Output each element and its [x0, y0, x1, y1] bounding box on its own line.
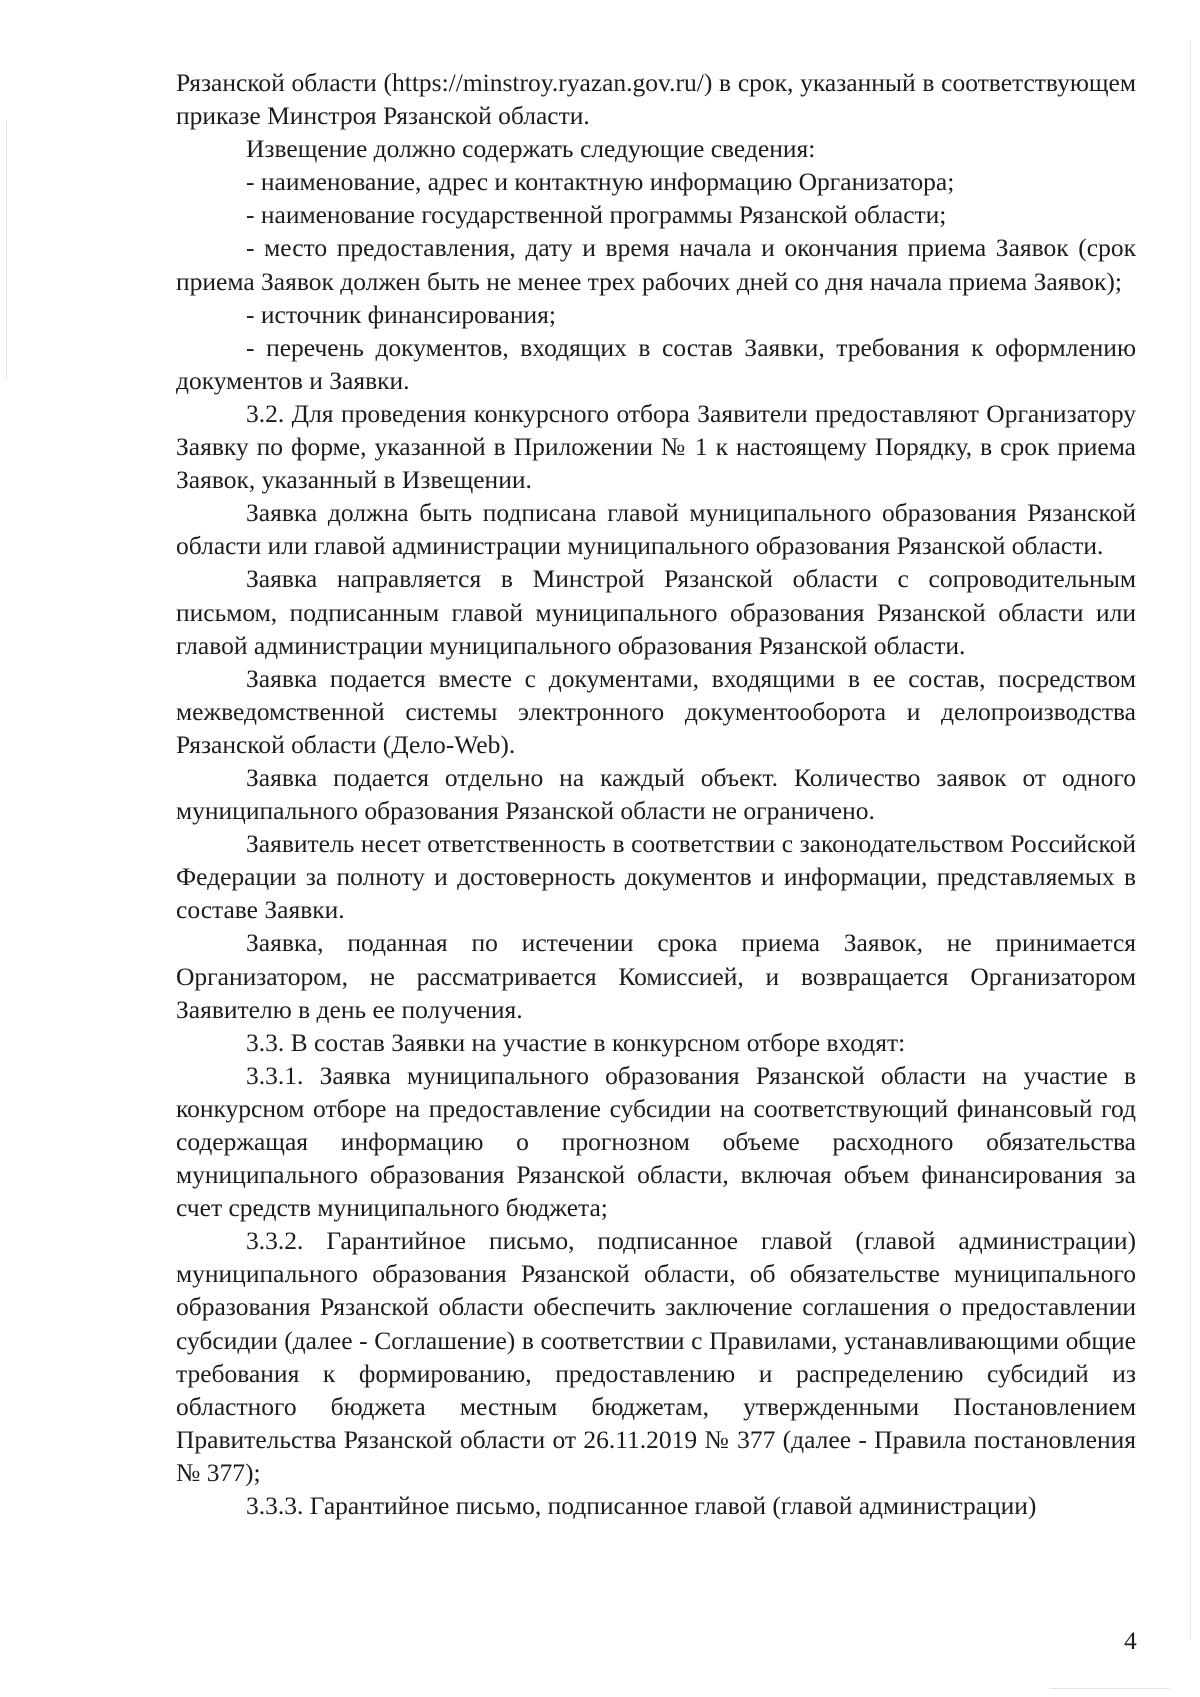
- paragraph-5: - место предоставления, дату и время начала и окончания приема Заявок (срок приема Заявок должен быть не менее трех рабочих дней со дня начала приема Заявок);: [176, 233, 1136, 296]
- paragraph-13: Заявитель несет ответственность в соответствии с законодательством Российской Федерации за полноту и достоверность документов и информации, представляемых в составе Заявки.: [176, 829, 1136, 925]
- scan-artifact-right: [1190, 40, 1191, 1640]
- page-number: 4: [1124, 1626, 1137, 1655]
- paragraph-10: Заявка направляется в Минстрой Рязанской области с сопроводительным письмом, подписанным главой муниципального образования Рязанской области или главой администрации муниципального образования Рязанской области.: [176, 564, 1136, 660]
- paragraph-8: 3.2. Для проведения конкурсного отбора Заявители предоставляют Организатору Заявку по форме, указанной в Приложении № 1 к настоящему Порядку, в срок приема Заявок, указанный в Извещении.: [176, 398, 1136, 495]
- paragraph-12: Заявка подается отдельно на каждый объект. Количество заявок от одного муниципального образования Рязанской области не ограничено.: [176, 762, 1136, 826]
- paragraph-18: 3.3.3. Гарантийное письмо, подписанное главой (главой администрации): [246, 1491, 1037, 1521]
- paragraph-9: Заявка должна быть подписана главой муниципального образования Рязанской области или главой администрации муниципального образования Рязанской области.: [176, 498, 1136, 561]
- paragraph-7: - перечень документов, входящих в состав Заявки, требования к оформлению документов и Заявки.: [176, 332, 1136, 395]
- paragraph-11: Заявка подается вместе с документами, входящими в ее состав, посредством межведомственной системы электронного документооборота и делопроизводства Рязанской области (Дело-Web).: [176, 663, 1136, 759]
- scan-artifact-bottom: [1050, 1688, 1170, 1689]
- paragraph-2: Извещение должно содержать следующие сведения:: [246, 134, 816, 164]
- paragraph-16: 3.3.1. Заявка муниципального образования Рязанской области на участие в конкурсном отборе на предоставление субсидии на соответствующий финансовый год содержащая информацию о прогнозном объеме расходного обязательства муниципального образования Рязанской области, включая объем финансирования за счет средств муниципального бюджета;: [176, 1060, 1136, 1223]
- paragraph-15: 3.3. В состав Заявки на участие в конкурсном отборе входят:: [246, 1027, 906, 1057]
- paragraph-4: - наименование государственной программы Рязанской области;: [246, 200, 947, 230]
- paragraph-14: Заявка, поданная по истечении срока приема Заявок, не принимается Организатором, не рассматривается Комиссией, и возвращается Организатором Заявителю в день ее получения.: [176, 928, 1136, 1024]
- paragraph-3: - наименование, адрес и контактную информацию Организатора;: [246, 167, 955, 197]
- scan-artifact-left: [6, 120, 7, 380]
- paragraph-6: - источник финансирования;: [246, 299, 556, 329]
- paragraph-1: Рязанской области (https://minstroy.ryazan.gov.ru/) в срок, указанный в соответствующем приказе Минстроя Рязанской области.: [176, 68, 1136, 131]
- paragraph-17: 3.3.2. Гарантийное письмо, подписанное главой (главой администрации) муниципального образования Рязанской области, об обязательстве муниципального образования Рязанской области обеспечить заключение соглашения о предоставлении субсидии (далее - Соглашение) в соответствии с Правилами, устанавливающими общие требования к формированию, предоставлению и распределению субсидий из областного бюджета местным бюджетам, утвержденными Постановлением Правительства Рязанской области от 26.11.2019 № 377 (далее - Правила постановления № 377);: [176, 1226, 1136, 1487]
- document-body: [176, 66, 1136, 1522]
